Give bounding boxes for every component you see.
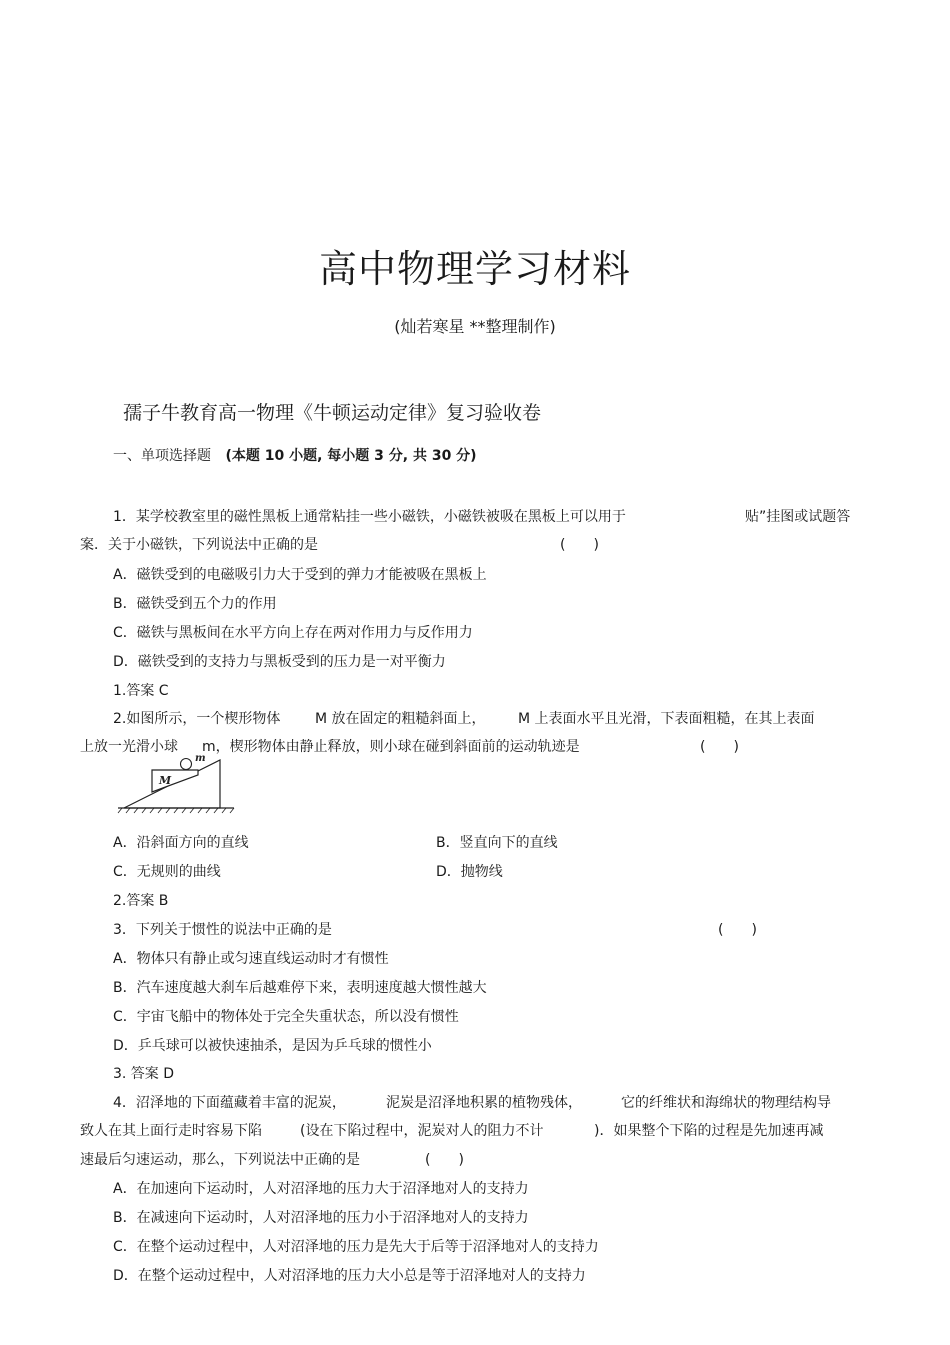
section-label: 一、单项选择题 xyxy=(113,448,211,464)
q3-option-d: D．乒乓球可以被快速抽杀，是因为乒乓球的惯性小 xyxy=(113,1038,432,1054)
document-subtitle: (灿若寒星 **整理制作) xyxy=(394,317,556,336)
q4-stem-line3: 速最后匀速运动，那么，下列说法中正确的是 xyxy=(80,1152,360,1168)
q4-stem-line2-a: 致人在其上面行走时容易下陷 xyxy=(80,1123,262,1139)
q2-stem-line2-a: 上放一光滑小球 xyxy=(80,739,178,755)
q1-option-c: C．磁铁与黑板间在水平方向上存在两对作用力与反作用力 xyxy=(113,625,473,641)
wedge-label: M xyxy=(159,774,172,787)
ball-label: m xyxy=(195,753,206,764)
q2-option-a: A．沿斜面方向的直线 xyxy=(113,835,249,851)
q3-answer-blank: ( ) xyxy=(718,922,757,938)
ball xyxy=(181,759,192,770)
wedge-incline-figure xyxy=(116,750,236,814)
section-heading xyxy=(113,445,477,465)
q4-stem-line1-c: 它的纤维状和海绵状的物理结构导 xyxy=(621,1095,831,1111)
q1-stem-line2: 案．关于小磁铁，下列说法中正确的是 xyxy=(80,537,318,553)
q2-stem-line1-c: M 上表面水平且光滑，下表面粗糙，在其上表面 xyxy=(518,711,815,727)
ground-hatching xyxy=(118,808,234,813)
q4-stem-line1-a: 4．沼泽地的下面蕴藏着丰富的泥炭， xyxy=(113,1095,346,1111)
q1-stem-line1-b: 贴”挂图或试题答 xyxy=(745,509,851,525)
q1-answer: 1.答案 C xyxy=(113,683,169,699)
q4-stem-line2-c: )．如果整个下陷的过程是先加速再减 xyxy=(594,1123,824,1139)
document-title: 高中物理学习材料 xyxy=(318,247,631,291)
q3-option-b: B．汽车速度越大刹车后越难停下来，表明速度越大惯性越大 xyxy=(113,980,487,996)
q2-option-b: B．竖直向下的直线 xyxy=(436,835,558,851)
q3-answer: 3. 答案 D xyxy=(113,1066,175,1082)
q4-option-c: C．在整个运动过程中，人对沼泽地的压力是先大于后等于沼泽地对人的支持力 xyxy=(113,1239,599,1255)
q1-option-a: A．磁铁受到的电磁吸引力大于受到的弹力才能被吸在黑板上 xyxy=(113,567,487,583)
q4-option-d: D．在整个运动过程中，人对沼泽地的压力大小总是等于沼泽地对人的支持力 xyxy=(113,1268,586,1284)
q2-option-d: D．抛物线 xyxy=(436,864,503,880)
section-detail: (本题 10 小题, 每小题 3 分, 共 30 分) xyxy=(225,448,477,464)
q1-option-d: D．磁铁受到的支持力与黑板受到的压力是一对平衡力 xyxy=(113,654,446,670)
q4-stem-line2-b: (设在下陷过程中，泥炭对人的阻力不计 xyxy=(300,1123,544,1139)
q1-option-b: B．磁铁受到五个力的作用 xyxy=(113,596,277,612)
q3-stem: 3．下列关于惯性的说法中正确的是 xyxy=(113,922,332,938)
q1-answer-blank: ( ) xyxy=(560,537,599,553)
q2-stem-line1-a: 2.如图所示，一个楔形物体 xyxy=(113,711,281,727)
q3-option-a: A．物体只有静止或匀速直线运动时才有惯性 xyxy=(113,951,389,967)
q4-option-b: B．在减速向下运动时，人对沼泽地的压力小于沼泽地对人的支持力 xyxy=(113,1210,529,1226)
q2-answer: 2.答案 B xyxy=(113,893,169,909)
q4-option-a: A．在加速向下运动时，人对沼泽地的压力大于沼泽地对人的支持力 xyxy=(113,1181,529,1197)
q4-answer-blank: ( ) xyxy=(425,1152,464,1168)
q1-stem-line1-a: 1．某学校教室里的磁性黑板上通常粘挂一些小磁铁，小磁铁被吸在黑板上可以用于 xyxy=(113,509,626,525)
exam-title: 孺子牛教育高一物理《牛顿运动定律》复习验收卷 xyxy=(123,402,542,424)
q4-stem-line1-b: 泥炭是沼泽地积累的植物残体， xyxy=(386,1095,582,1111)
q2-stem-line1-b: M 放在固定的粗糙斜面上， xyxy=(315,711,486,727)
q2-stem-line2-b: m，楔形物体由静止释放，则小球在碰到斜面前的运动轨迹是 xyxy=(202,739,580,755)
q2-answer-blank: ( ) xyxy=(700,739,739,755)
q2-option-c: C．无规则的曲线 xyxy=(113,864,221,880)
q3-option-c: C．宇宙飞船中的物体处于完全失重状态，所以没有惯性 xyxy=(113,1009,459,1025)
